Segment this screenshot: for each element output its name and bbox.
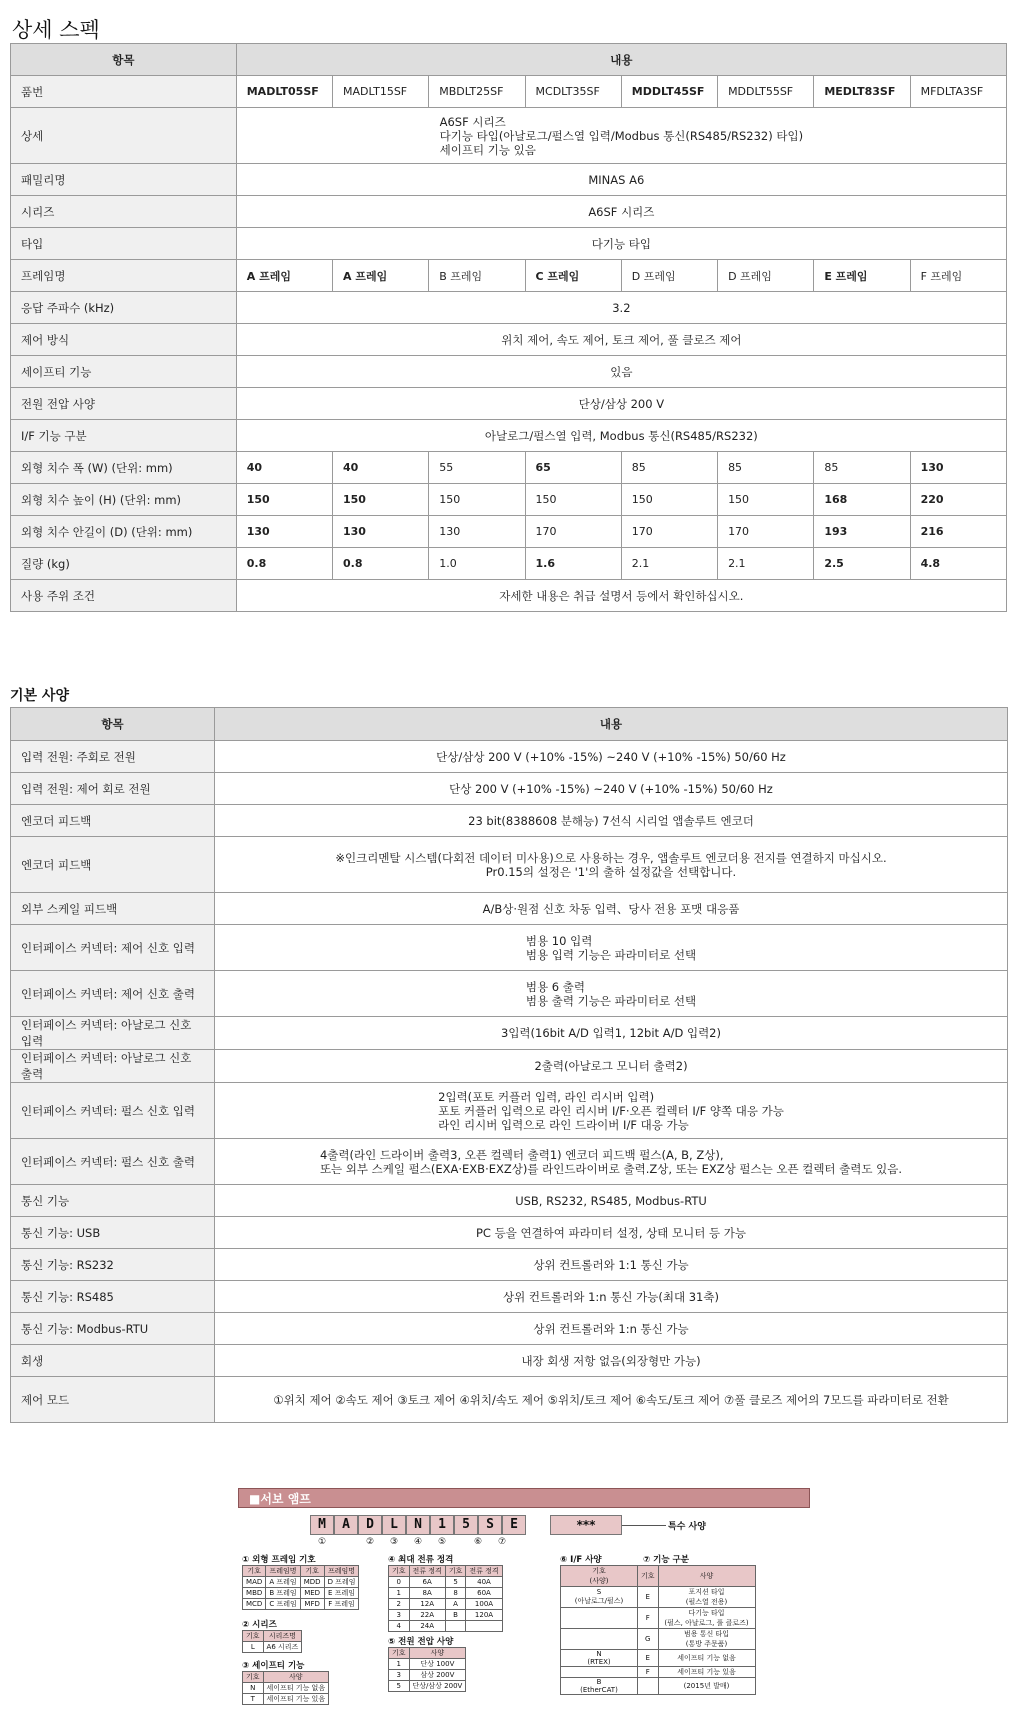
width-cell: 55 (429, 452, 525, 484)
basic-row (11, 1050, 1008, 1083)
basic-row (11, 1217, 1008, 1249)
mass-cell: 2.5 (814, 548, 910, 580)
family-cell (236, 164, 1006, 196)
basic-row-lines (436, 750, 786, 764)
basic-row-line: 상위 컨트롤러와 1:1 통신 가능 (533, 1257, 689, 1272)
detail-line: 세이프티 기능 있음 (439, 142, 536, 157)
t5-header-cell: 기호 (389, 1648, 410, 1659)
t4-cell: 22A (409, 1610, 445, 1621)
basic-row-value (215, 1139, 1008, 1185)
basic-row-lines (503, 1290, 719, 1304)
depth-cell: 170 (718, 516, 814, 548)
special-code-box: *** (550, 1515, 622, 1535)
t6-cell: F (638, 1667, 659, 1678)
code-char-box: E (502, 1515, 526, 1535)
basic-row-value (215, 925, 1008, 971)
t5-cell: 1 (389, 1659, 410, 1670)
t4-title: ④ 최대 전류 정격 (388, 1555, 454, 1565)
basic-spec-table (10, 707, 1008, 1423)
code-position-number: ④ (413, 1537, 423, 1547)
frame-cell: B 프레임 (429, 260, 525, 292)
basic-row-line: Pr0.15의 설정은 '1'의 출하 설정값을 선택합니다. (485, 864, 737, 879)
t6-cell: E (638, 1587, 659, 1608)
t5-cell: 5 (389, 1681, 410, 1692)
detail-line: A6SF 시리즈 (439, 114, 506, 129)
t6-cell: E (638, 1650, 659, 1667)
row-label-control: 제어 방식 (11, 324, 237, 356)
model-number-cell: MADLT15SF (333, 76, 429, 108)
t1-header-cell: 기호 (300, 1566, 324, 1577)
t2-header-cell: 시리즈명 (263, 1631, 302, 1642)
basic-row-lines (438, 1090, 784, 1132)
code-position-number: ③ (389, 1537, 399, 1547)
frame-cell: D 프레임 (718, 260, 814, 292)
code-position-number: ⑤ (437, 1537, 447, 1547)
basic-row-lines (533, 1258, 688, 1272)
special-spec-label: 특수 사양 (668, 1522, 706, 1532)
t1-cell: MBD (243, 1588, 266, 1599)
code-char-box: 1 (430, 1515, 454, 1535)
basic-row-line: 범용 10 입력 (525, 933, 593, 948)
basic-row-lines (449, 782, 773, 796)
basic-row-lines (320, 1148, 902, 1176)
basic-row-label: 엔코더 피드백 (11, 805, 215, 837)
t6-header-cell: 사양 (658, 1566, 755, 1587)
row-label-voltage: 전원 전압 사양 (11, 388, 237, 420)
t4-cell: 8 (445, 1588, 466, 1599)
row-label-width: 외형 치수 폭 (W) (단위: mm) (11, 452, 237, 484)
row-label-detail: 상세 (11, 108, 237, 164)
t6-cell (561, 1629, 638, 1650)
depth-cell: 216 (910, 516, 1006, 548)
t4-header-cell: 전류 정격 (409, 1566, 445, 1577)
basic-row-line: 범용 6 출력 (525, 979, 585, 994)
basic-row-label: 통신 기능: USB (11, 1217, 215, 1249)
caution-value: 자세한 내용은 취급 설명서 등에서 확인하십시오. (236, 580, 1006, 612)
t2-table (242, 1630, 302, 1653)
basic-row-lines (483, 902, 740, 916)
t6-header-cell: 기호 (사양) (561, 1566, 638, 1587)
t1-cell: MDD (300, 1577, 324, 1588)
t4-header-cell: 전류 정격 (466, 1566, 502, 1577)
frame-cell: C 프레임 (525, 260, 621, 292)
basic-row (11, 1313, 1008, 1345)
t3-cell: T (243, 1694, 264, 1705)
t4-cell: 24A (409, 1621, 445, 1632)
basic-row-label: 인터페이스 커넥터: 아날로그 신호 입력 (11, 1017, 215, 1050)
t4-cell: 12A (409, 1599, 445, 1610)
t3-title: ③ 세이프티 기능 (242, 1661, 305, 1671)
basic-row-value (215, 1217, 1008, 1249)
basic-row-line: 단상/삼상 200 V (+10% -15%) ~240 V (+10% -15%) 50/60 Hz (436, 749, 786, 764)
basic-row (11, 893, 1008, 925)
t6-header-cell: 기호 (638, 1566, 659, 1587)
basic-row-line: 4출력(라인 드라이버 출력3, 오픈 컬렉터 출력1) 엔코더 피드백 펄스(A, B, Z상), (319, 1147, 724, 1162)
frame-cell: A 프레임 (236, 260, 332, 292)
basic-row-line: 또는 외부 스케일 펄스(EXA·EXB·EXZ상)를 라인드라이버로 출력.Z상, 또는 EXZ상 펄스는 오픈 컬렉터 출력도 있음. (319, 1161, 903, 1176)
model-number-cell: MBDLT25SF (429, 76, 525, 108)
code-position-number: ⑥ (473, 1537, 483, 1547)
col-header-item: 항목 (11, 44, 237, 76)
code-char-box: L (382, 1515, 406, 1535)
detail-spec-title: 상세 스펙 (12, 18, 100, 42)
basic-row-label: 인터페이스 커넥터: 제어 신호 입력 (11, 925, 215, 971)
t5-table (388, 1647, 466, 1692)
t6-cell (638, 1678, 659, 1695)
width-cell: 65 (525, 452, 621, 484)
width-cell: 40 (236, 452, 332, 484)
basic-row-line: 내장 회생 저항 없음(외장형만 가능) (521, 1353, 701, 1368)
t1-cell: B 프레임 (266, 1588, 300, 1599)
t6-cell (561, 1608, 638, 1629)
basic-row-value (215, 1185, 1008, 1217)
basic-row-line: PC 등을 연결하여 파라미터 설정, 상태 모니터 등 가능 (475, 1225, 747, 1240)
basic-row-lines (534, 1059, 687, 1073)
t4-cell: 3 (389, 1610, 410, 1621)
t6-cell: 세이프티 기능 없음 (658, 1650, 755, 1667)
basic-row-label: 인터페이스 커넥터: 펄스 신호 출력 (11, 1139, 215, 1185)
row-label-freq: 응답 주파수 (kHz) (11, 292, 237, 324)
row-label-family: 패밀리명 (11, 164, 237, 196)
model-number-cell: MFDLTA3SF (910, 76, 1006, 108)
t4-cell (445, 1621, 466, 1632)
depth-cell: 130 (333, 516, 429, 548)
basic-row-label: 인터페이스 커넥터: 제어 신호 출력 (11, 971, 215, 1017)
detail-cell (236, 108, 1006, 164)
basic-row-value (215, 773, 1008, 805)
t6-cell: 범용 통신 타입 (통방 주문품) (658, 1629, 755, 1650)
row-label-depth: 외형 치수 안길이 (D) (단위: mm) (11, 516, 237, 548)
row-label-model: 품번 (11, 76, 237, 108)
t1-cell: D 프레임 (324, 1577, 359, 1588)
basic-row-line: 범용 입력 기능은 파라미터로 선택 (525, 947, 697, 962)
basic-row-value (215, 1083, 1008, 1139)
basic-row-value (215, 741, 1008, 773)
basic-row-line: ①위치 제어 ②속도 제어 ③토크 제어 ④위치/속도 제어 ⑤위치/토크 제어 ⑥속도/토크 제어 ⑦풀 클로즈 제어의 7모드를 파라미터로 전환 (273, 1392, 949, 1407)
basic-row-lines (273, 1393, 948, 1407)
t4-cell: 120A (466, 1610, 502, 1621)
t2-cell: A6 시리즈 (263, 1642, 302, 1653)
t3-header-cell: 기호 (243, 1672, 264, 1683)
basic-row-value (215, 1249, 1008, 1281)
basic-row-label: 외부 스케일 피드백 (11, 893, 215, 925)
t6-cell: (2015년 발매) (658, 1678, 755, 1695)
width-cell: 85 (814, 452, 910, 484)
servo-amp-code-diagram (238, 1488, 810, 1728)
basic-row (11, 773, 1008, 805)
basic-row-value (215, 1017, 1008, 1050)
basic-row-line: 단상 200 V (+10% -15%) ~240 V (+10% -15%) 50/60 Hz (449, 781, 773, 796)
t6-cell: F (638, 1608, 659, 1629)
depth-cell: 130 (429, 516, 525, 548)
frame-cell: D 프레임 (621, 260, 717, 292)
t4-cell: 6A (409, 1577, 445, 1588)
basic-col-header-content: 내용 (215, 708, 1008, 741)
t1-header-cell: 기호 (243, 1566, 266, 1577)
freq-value: 3.2 (236, 292, 1006, 324)
code-position-number: ⑦ (497, 1537, 507, 1547)
t4-table (388, 1565, 503, 1632)
basic-row-lines (521, 1354, 700, 1368)
t4-cell: 40A (466, 1577, 502, 1588)
special-leader-line (622, 1525, 666, 1526)
code-char-box: M (310, 1515, 334, 1535)
row-label-mass: 질량 (kg) (11, 548, 237, 580)
basic-row-value (215, 971, 1008, 1017)
basic-row-label: 제어 모드 (11, 1377, 215, 1423)
t6-cell: G (638, 1629, 659, 1650)
basic-row-line: 범용 출력 기능은 파라미터로 선택 (525, 993, 697, 1008)
model-number-cell: MDDLT45SF (621, 76, 717, 108)
basic-row-label: 통신 기능: RS485 (11, 1281, 215, 1313)
basic-row-line: 라인 리시버 입력으로 라인 드라이버 I/F 대응 가능 (438, 1117, 689, 1132)
t1-cell: MAD (243, 1577, 266, 1588)
t1-cell: F 프레임 (324, 1599, 359, 1610)
basic-spec-title: 기본 사양 (10, 688, 69, 704)
basic-row-lines (526, 980, 696, 1008)
basic-row-line: A/B상·원점 신호 차동 입력、당사 전용 포맷 대응품 (482, 901, 740, 916)
mass-cell: 2.1 (621, 548, 717, 580)
depth-cell: 170 (621, 516, 717, 548)
row-label-height: 외형 치수 높이 (H) (단위: mm) (11, 484, 237, 516)
basic-row (11, 1083, 1008, 1139)
row-label-caution: 사용 주위 조건 (11, 580, 237, 612)
basic-col-header-item: 항목 (11, 708, 215, 741)
basic-row (11, 925, 1008, 971)
code-char-box: A (334, 1515, 358, 1535)
t4-cell: 2 (389, 1599, 410, 1610)
height-cell: 150 (525, 484, 621, 516)
t5-header-cell: 사양 (409, 1648, 466, 1659)
t6-cell: 세이프티 기능 있음 (658, 1667, 755, 1678)
basic-row-value (215, 1281, 1008, 1313)
t6-table (560, 1565, 756, 1695)
height-cell: 150 (621, 484, 717, 516)
basic-row-value (215, 893, 1008, 925)
basic-row-line: 2출력(아날로그 모니터 출력2) (534, 1059, 688, 1073)
diagram-banner: ■서보 앰프 (238, 1488, 810, 1508)
row-label-type: 타입 (11, 228, 237, 260)
t6-cell: S (아날로그/펄스) (561, 1587, 638, 1608)
basic-row-label: 인터페이스 커넥터: 아날로그 신호 출력 (11, 1050, 215, 1083)
mass-cell: 0.8 (236, 548, 332, 580)
t3-cell: N (243, 1683, 264, 1694)
basic-row-line: 상위 컨트롤러와 1:n 통신 가능 (533, 1321, 689, 1336)
row-label-series: 시리즈 (11, 196, 237, 228)
height-cell: 150 (333, 484, 429, 516)
basic-row (11, 1377, 1008, 1423)
mass-cell: 2.1 (718, 548, 814, 580)
t3-table (242, 1671, 329, 1705)
depth-cell: 170 (525, 516, 621, 548)
t3-cell: 세이프티 기능 없음 (263, 1683, 329, 1694)
t1-cell: MCD (243, 1599, 266, 1610)
basic-row-label: 엔코더 피드백 (11, 837, 215, 893)
basic-row-line: 상위 컨트롤러와 1:n 통신 가능(최대 31축) (503, 1289, 719, 1304)
mass-cell: 1.6 (525, 548, 621, 580)
series-value: A6SF 시리즈 (236, 196, 1006, 228)
t4-cell: 60A (466, 1588, 502, 1599)
t5-title: ⑤ 전원 전압 사양 (388, 1637, 454, 1647)
basic-row (11, 837, 1008, 893)
basic-row (11, 1017, 1008, 1050)
t4-cell: A (445, 1599, 466, 1610)
basic-row-value (215, 837, 1008, 893)
row-label-safety: 세이프티 기능 (11, 356, 237, 388)
t5-cell: 단상/삼상 200V (409, 1681, 466, 1692)
basic-row-lines (335, 851, 886, 879)
t3-header-cell: 사양 (263, 1672, 329, 1683)
basic-row-value (215, 805, 1008, 837)
basic-row (11, 1345, 1008, 1377)
t2-title: ② 시리즈 (242, 1620, 277, 1630)
type-value: 다기능 타입 (236, 228, 1006, 260)
t1-cell: C 프레임 (266, 1599, 300, 1610)
t6-cell: 다기능 타입 (펄스, 아날로그, 풀 클로즈) (658, 1608, 755, 1629)
basic-row-value (215, 1377, 1008, 1423)
voltage-value: 단상/삼상 200 V (236, 388, 1006, 420)
t5-cell: 3 (389, 1670, 410, 1681)
basic-row-label: 통신 기능: RS232 (11, 1249, 215, 1281)
height-cell: 150 (429, 484, 525, 516)
basic-row-label: 회생 (11, 1345, 215, 1377)
t4-cell: 100A (466, 1599, 502, 1610)
depth-cell: 130 (236, 516, 332, 548)
frame-cell: F 프레임 (910, 260, 1006, 292)
basic-row (11, 805, 1008, 837)
basic-row-value (215, 1313, 1008, 1345)
height-cell: 150 (236, 484, 332, 516)
basic-row-value (215, 1345, 1008, 1377)
model-number-cell: MDDLT55SF (718, 76, 814, 108)
code-char-box: D (358, 1515, 382, 1535)
basic-row-value (215, 1050, 1008, 1083)
t1-table (242, 1565, 359, 1610)
t2-header-cell: 기호 (243, 1631, 264, 1642)
t4-header-cell: 기호 (389, 1566, 410, 1577)
basic-row-lines (476, 1226, 746, 1240)
frame-cell: E 프레임 (814, 260, 910, 292)
basic-row-label: 입력 전원: 주회로 전원 (11, 741, 215, 773)
t6-cell: B (EtherCAT) (561, 1678, 638, 1695)
height-cell: 150 (718, 484, 814, 516)
row-label-if: I/F 기능 구분 (11, 420, 237, 452)
code-char-box: 5 (454, 1515, 478, 1535)
basic-row (11, 1249, 1008, 1281)
t4-cell: 5 (445, 1577, 466, 1588)
basic-row-label: 인터페이스 커넥터: 펄스 신호 입력 (11, 1083, 215, 1139)
model-number-cell: MADLT05SF (236, 76, 332, 108)
basic-row-line: 3입력(16bit A/D 입력1, 12bit A/D 입력2) (501, 1026, 721, 1040)
frame-cell: A 프레임 (333, 260, 429, 292)
height-cell: 220 (910, 484, 1006, 516)
basic-row-line: 23 bit(8388608 분해능) 7선식 시리얼 앱솔루트 엔코더 (468, 813, 754, 828)
t4-cell: 4 (389, 1621, 410, 1632)
model-number-cell: MCDLT35SF (525, 76, 621, 108)
t4-cell: 8A (409, 1588, 445, 1599)
t1-cell: A 프레임 (266, 1577, 300, 1588)
basic-row-line: ※인크리멘탈 시스템(다회전 데이터 미사용)으로 사용하는 경우, 앱솔루트 엔코더용 전지를 연결하지 마십시오. (335, 850, 887, 865)
basic-row-lines (515, 1194, 707, 1208)
width-cell: 130 (910, 452, 1006, 484)
control-value: 위치 제어, 속도 제어, 토크 제어, 풀 클로즈 제어 (236, 324, 1006, 356)
t5-cell: 단상 100V (409, 1659, 466, 1670)
mass-cell: 0.8 (333, 548, 429, 580)
t1-cell: MFD (300, 1599, 324, 1610)
row-label-frame: 프레임명 (11, 260, 237, 292)
t1-header-cell: 프레임명 (266, 1566, 300, 1577)
t3-cell: 세이프티 기능 있음 (263, 1694, 329, 1705)
t4-header-cell: 기호 (445, 1566, 466, 1577)
code-position-number: ② (365, 1537, 375, 1547)
if-value: 아날로그/펄스열 입력, Modbus 통신(RS485/RS232) (236, 420, 1006, 452)
t4-cell: B (445, 1610, 466, 1621)
model-number-cell: MEDLT83SF (814, 76, 910, 108)
basic-row-line: 포토 커플러 입력으로 라인 리시버 I/F·오픈 컬렉터 I/F 양쪽 대응 가능 (438, 1103, 784, 1118)
basic-row-line: 2입력(포토 커플러 입력, 라인 리시버 입력) (438, 1089, 655, 1104)
t5-cell: 삼상 200V (409, 1670, 466, 1681)
t4-cell: 0 (389, 1577, 410, 1588)
basic-row-label: 통신 기능 (11, 1185, 215, 1217)
t7-title: ⑦ 기능 구분 (643, 1555, 689, 1565)
col-header-content: 내용 (236, 44, 1006, 76)
detail-spec-table (10, 43, 1007, 612)
t1-cell: E 프레임 (324, 1588, 359, 1599)
mass-cell: 4.8 (910, 548, 1006, 580)
basic-row-lines (468, 814, 754, 828)
t1-cell: MED (300, 1588, 324, 1599)
mass-cell: 1.0 (429, 548, 525, 580)
height-cell: 168 (814, 484, 910, 516)
t2-cell: L (243, 1642, 264, 1653)
basic-row-lines (526, 934, 696, 962)
depth-cell: 193 (814, 516, 910, 548)
basic-row-label: 입력 전원: 제어 회로 전원 (11, 773, 215, 805)
basic-row-label: 통신 기능: Modbus-RTU (11, 1313, 215, 1345)
t6-cell: N (RTEX) (561, 1650, 638, 1667)
basic-row-line: USB, RS232, RS485, Modbus-RTU (515, 1193, 707, 1208)
basic-row (11, 1139, 1008, 1185)
family-value: MINAS A6 (588, 172, 645, 187)
code-char-box: S (478, 1515, 502, 1535)
basic-row (11, 741, 1008, 773)
basic-row-lines (533, 1322, 688, 1336)
code-char-box: N (406, 1515, 430, 1535)
basic-row (11, 971, 1008, 1017)
t1-title: ① 외형 프레임 기호 (242, 1555, 316, 1565)
detail-line: 다기능 타입(아날로그/펄스열 입력/Modbus 통신(RS485/RS232) 타입) (439, 128, 804, 143)
t6-cell (561, 1667, 638, 1678)
code-position-number: ① (317, 1537, 327, 1547)
t6-title: ⑥ I/F 사양 (560, 1555, 602, 1565)
safety-value: 있음 (236, 356, 1006, 388)
basic-row-lines (501, 1026, 721, 1040)
t1-header-cell: 프레임명 (324, 1566, 359, 1577)
t6-cell: 포지션 타입 (펄스열 전용) (658, 1587, 755, 1608)
t4-cell: 1 (389, 1588, 410, 1599)
width-cell: 85 (621, 452, 717, 484)
t4-cell (466, 1621, 502, 1632)
basic-row (11, 1185, 1008, 1217)
width-cell: 40 (333, 452, 429, 484)
width-cell: 85 (718, 452, 814, 484)
basic-row (11, 1281, 1008, 1313)
